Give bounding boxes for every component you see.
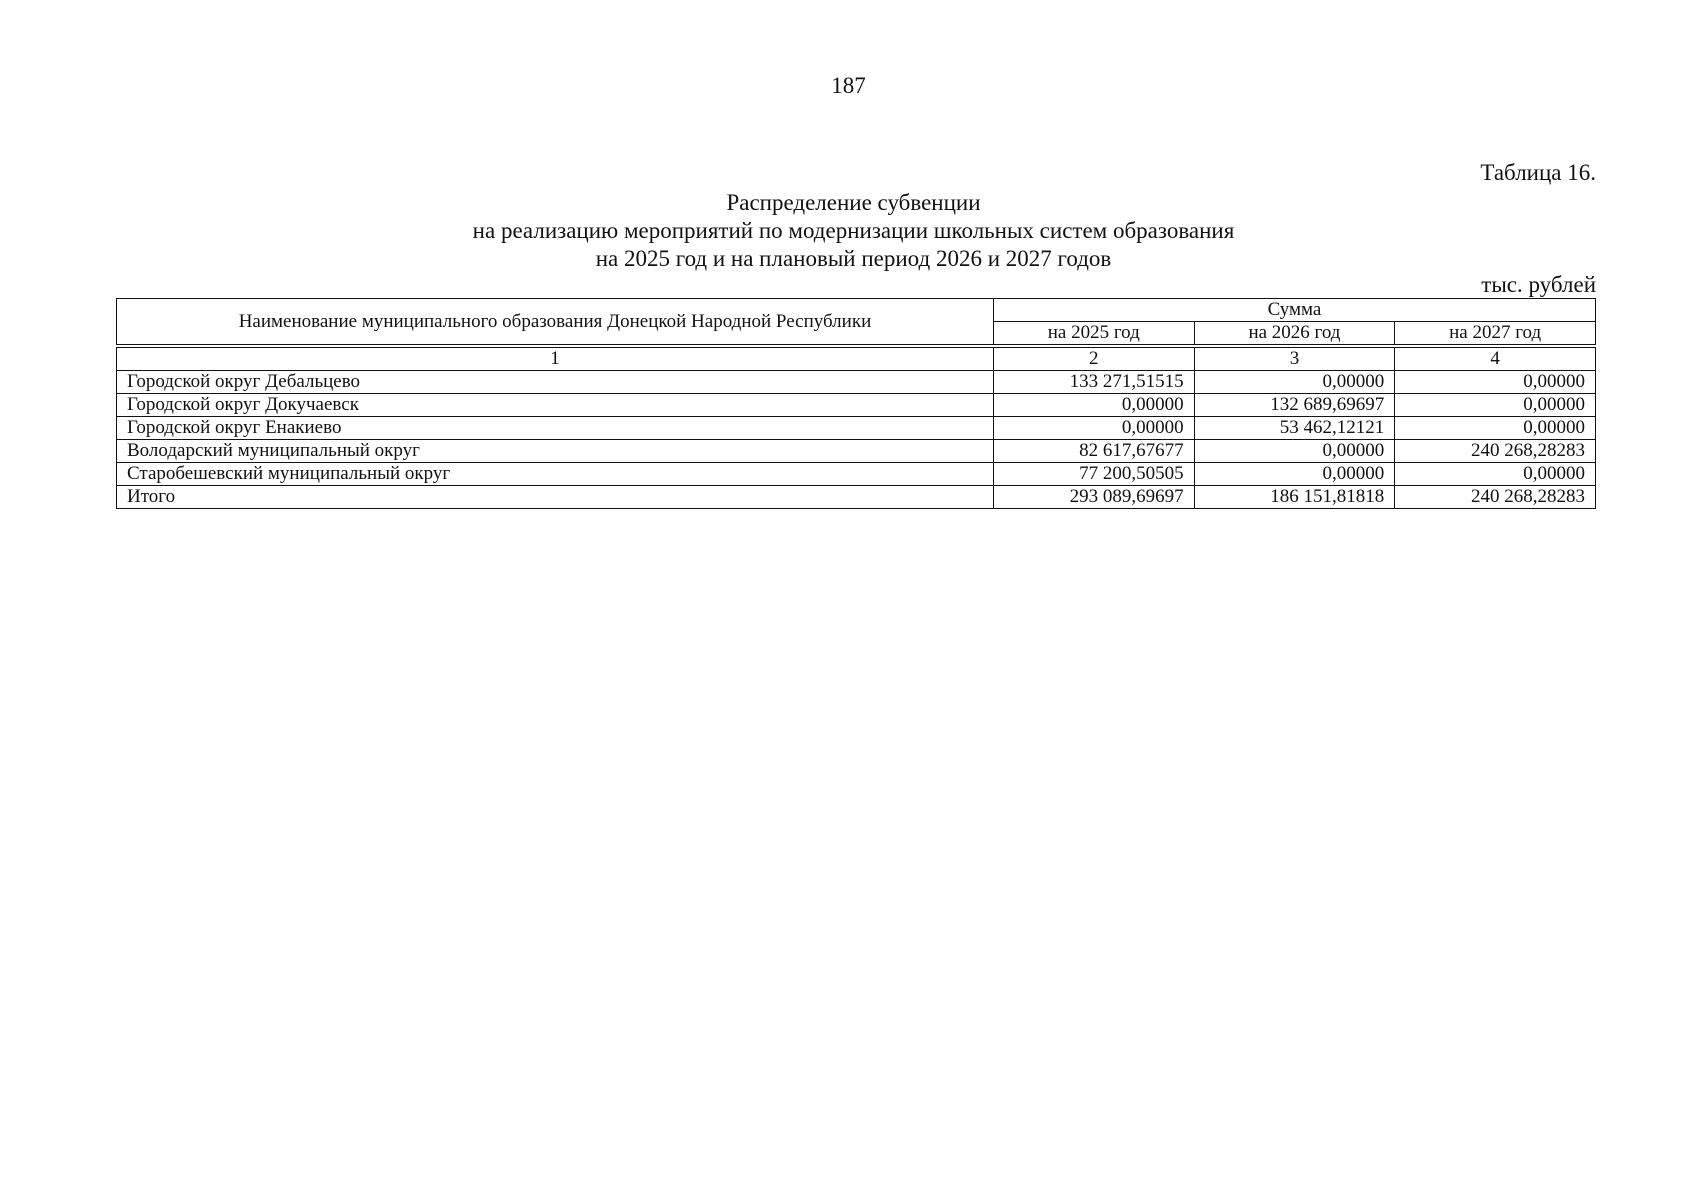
subvention-table	[116, 298, 1596, 509]
column-number: 3	[1194, 346, 1395, 371]
value-2027: 240 268,28283	[1395, 486, 1596, 509]
column-number: 2	[993, 346, 1194, 371]
total-row	[117, 486, 1596, 509]
value-2027: 240 268,28283	[1395, 440, 1596, 463]
table-row	[117, 463, 1596, 486]
value-2025: 293 089,69697	[993, 486, 1194, 509]
value-2027: 0,00000	[1395, 394, 1596, 417]
value-2026: 53 462,12121	[1194, 417, 1395, 440]
table-row	[117, 440, 1596, 463]
header-year-2027: на 2027 год	[1395, 322, 1596, 347]
page-number: 187	[831, 73, 866, 98]
title-line-3: на 2025 год и на плановый период 2026 и 2027 годов	[595, 246, 1112, 271]
table-row	[117, 371, 1596, 394]
title-line-2: на реализацию мероприятий по модернизации школьных систем образования	[472, 218, 1235, 243]
value-2027: 0,00000	[1395, 463, 1596, 486]
row-name: Городской округ Дебальцево	[117, 371, 994, 394]
value-2025: 133 271,51515	[993, 371, 1194, 394]
column-number-row	[117, 346, 1596, 371]
value-2025: 0,00000	[993, 417, 1194, 440]
row-name: Старобешевский муниципальный округ	[117, 463, 994, 486]
header-year-2026: на 2026 год	[1194, 322, 1395, 347]
column-number: 4	[1395, 346, 1596, 371]
document-title	[116, 189, 1591, 273]
table-row	[117, 417, 1596, 440]
value-2026: 0,00000	[1194, 463, 1395, 486]
value-2027: 0,00000	[1395, 371, 1596, 394]
units-label: тыс. рублей	[1481, 272, 1596, 297]
column-number: 1	[117, 346, 994, 371]
title-line-1: Распределение субвенции	[726, 190, 981, 215]
value-2026: 0,00000	[1194, 371, 1395, 394]
header-name: Наименование муниципального образования Донецкой Народной Республики	[117, 299, 994, 347]
value-2026: 186 151,81818	[1194, 486, 1395, 509]
header-year-2025: на 2025 год	[993, 322, 1194, 347]
row-name: Городской округ Докучаевск	[117, 394, 994, 417]
table-row	[117, 394, 1596, 417]
table-label: Таблица 16.	[1480, 160, 1596, 185]
value-2026: 0,00000	[1194, 440, 1395, 463]
row-name: Итого	[117, 486, 994, 509]
row-name: Володарский муниципальный округ	[117, 440, 994, 463]
header-sum: Сумма	[993, 299, 1595, 322]
value-2025: 77 200,50505	[993, 463, 1194, 486]
value-2025: 0,00000	[993, 394, 1194, 417]
row-name: Городской округ Енакиево	[117, 417, 994, 440]
value-2025: 82 617,67677	[993, 440, 1194, 463]
value-2027: 0,00000	[1395, 417, 1596, 440]
value-2026: 132 689,69697	[1194, 394, 1395, 417]
